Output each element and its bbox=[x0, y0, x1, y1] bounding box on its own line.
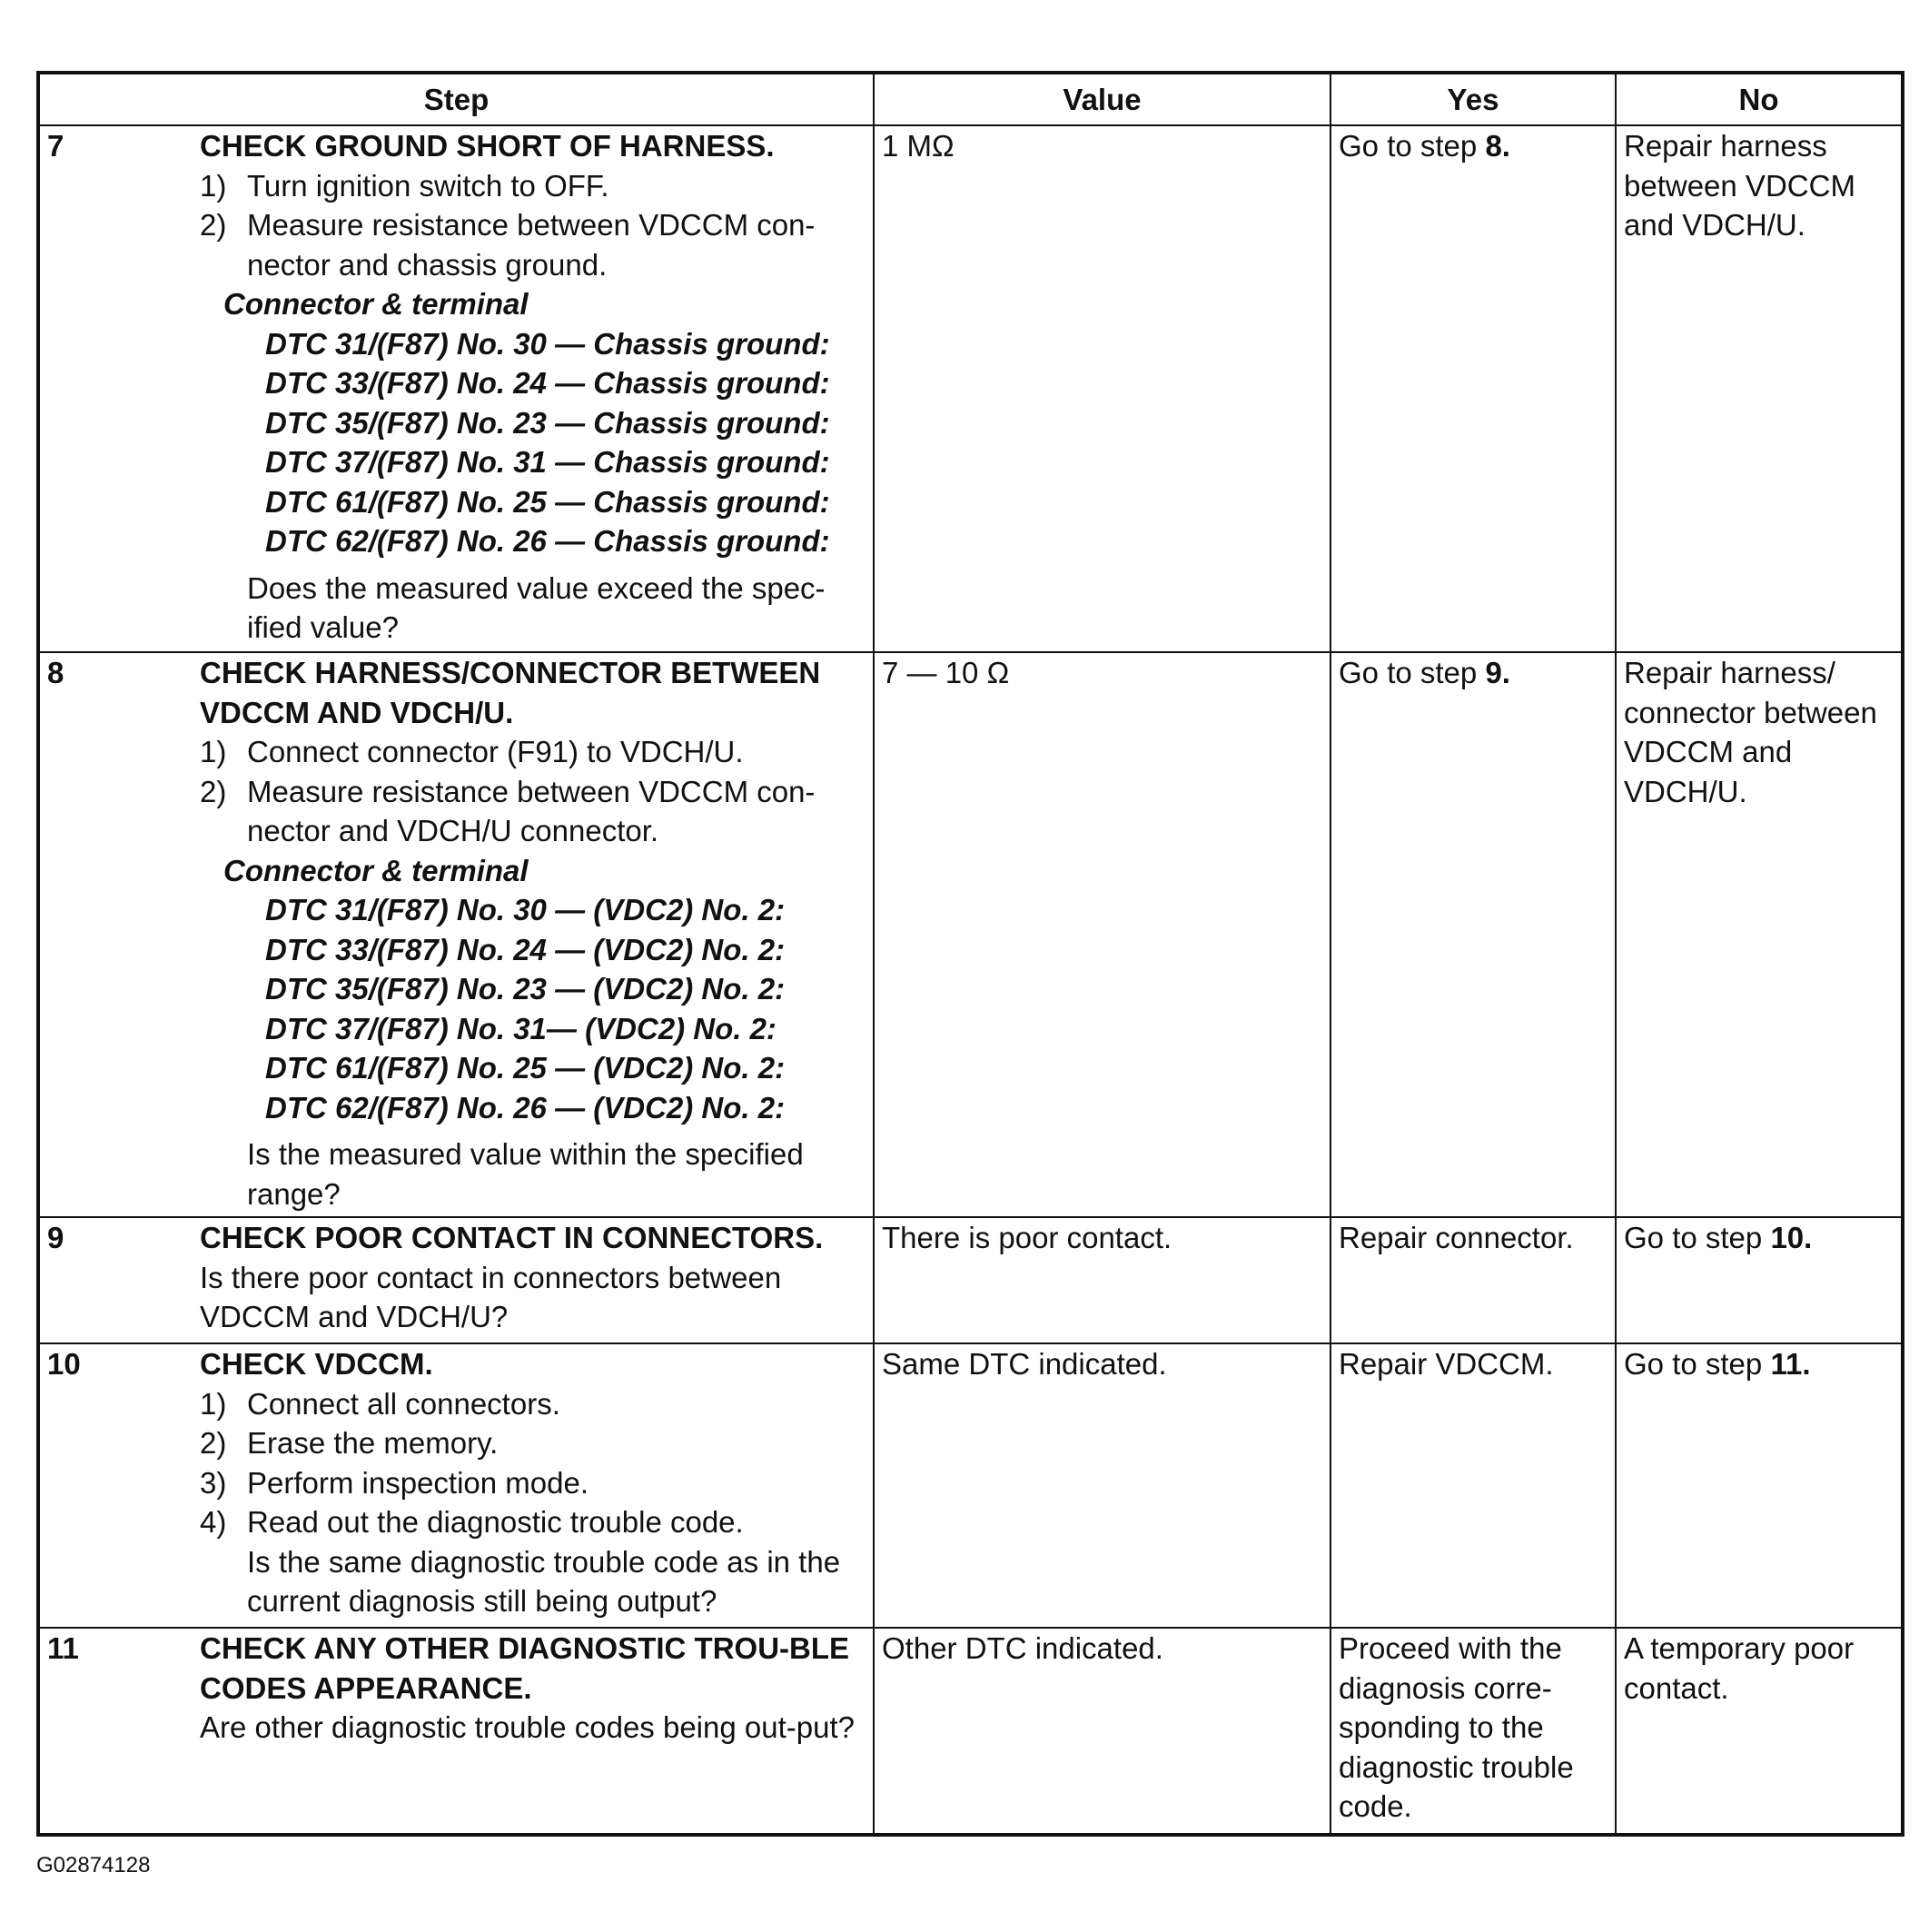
terminal-line: DTC 62/(F87) No. 26 — (VDC2) No. 2: bbox=[265, 1090, 786, 1125]
substep-item: 2) Measure resistance between VDCCM con-nector and chassis ground. bbox=[200, 208, 816, 282]
step-reference: 11. bbox=[1770, 1347, 1811, 1381]
table-row-step-10 bbox=[38, 1343, 1903, 1628]
diagnostic-table bbox=[36, 71, 1904, 1837]
value-cell: 1 MΩ bbox=[874, 125, 1331, 652]
substep-list bbox=[200, 732, 869, 851]
step-cell bbox=[38, 125, 874, 652]
step-number: 8 bbox=[47, 656, 64, 689]
step-question: Are other diagnostic trouble codes being out-put? bbox=[200, 1710, 855, 1744]
terminal-line: DTC 31/(F87) No. 30 — (VDC2) No. 2: bbox=[265, 893, 786, 926]
yes-cell: Go to step 8. bbox=[1331, 125, 1616, 652]
no-cell: Repair harness between VDCCM and VDCH/U. bbox=[1616, 125, 1903, 652]
substep-list bbox=[200, 1384, 869, 1542]
step-title: CHECK GROUND SHORT OF HARNESS. bbox=[200, 129, 775, 163]
table-row-step-8 bbox=[38, 652, 1903, 1217]
step-cell bbox=[38, 652, 874, 1217]
terminal-line: DTC 33/(F87) No. 24 — Chassis ground: bbox=[265, 366, 830, 400]
header-step: Step bbox=[38, 73, 874, 125]
terminal-line: DTC 31/(F87) No. 30 — Chassis ground: bbox=[265, 326, 830, 361]
terminal-line: DTC 35/(F87) No. 23 — (VDC2) No. 2: bbox=[265, 972, 786, 1006]
terminal-line: DTC 62/(F87) No. 26 — Chassis ground: bbox=[265, 524, 830, 558]
substep-item: 1) Connect connector (F91) to VDCH/U. bbox=[200, 735, 744, 768]
step-question: Is there poor contact in connectors between VDCCM and VDCH/U? bbox=[200, 1260, 782, 1333]
no-cell: A temporary poor contact. bbox=[1616, 1628, 1903, 1835]
connector-terminal-label: Connector & terminal bbox=[223, 287, 529, 321]
step-title: CHECK POOR CONTACT IN CONNECTORS. bbox=[200, 1221, 824, 1254]
yes-cell: Repair VDCCM. bbox=[1331, 1343, 1616, 1628]
step-number: 7 bbox=[47, 129, 64, 163]
step-number: 11 bbox=[47, 1631, 79, 1665]
substep-item: 2) Erase the memory. bbox=[200, 1426, 499, 1460]
value-cell: There is poor contact. bbox=[874, 1217, 1331, 1343]
step-cell bbox=[38, 1628, 874, 1835]
step-cell bbox=[38, 1343, 874, 1628]
figure-id: G02874128 bbox=[36, 1853, 151, 1878]
header-no: No bbox=[1616, 73, 1903, 125]
step-cell bbox=[38, 1217, 874, 1343]
terminal-line: DTC 35/(F87) No. 23 — Chassis ground: bbox=[265, 405, 830, 440]
terminal-line: DTC 37/(F87) No. 31— (VDC2) No. 2: bbox=[265, 1011, 777, 1045]
substep-item: 4) Read out the diagnostic trouble code. bbox=[200, 1505, 744, 1539]
step-title: CHECK ANY OTHER DIAGNOSTIC TROU-BLE CODES APPEARANCE. bbox=[200, 1631, 850, 1705]
terminal-line: DTC 33/(F87) No. 24 — (VDC2) No. 2: bbox=[265, 932, 786, 966]
yes-cell: Repair connector. bbox=[1331, 1217, 1616, 1343]
no-cell: Repair harness/ connector between VDCCM and VDCH/U. bbox=[1616, 652, 1903, 1217]
substep-list bbox=[200, 166, 869, 285]
connector-terminal-label: Connector & terminal bbox=[223, 853, 529, 887]
step-question: Is the measured value within the specified range? bbox=[247, 1137, 804, 1211]
table-row-step-11 bbox=[38, 1628, 1903, 1835]
value-cell: Other DTC indicated. bbox=[874, 1628, 1331, 1835]
terminal-line: DTC 61/(F87) No. 25 — (VDC2) No. 2: bbox=[265, 1051, 786, 1085]
substep-item: 2) Measure resistance between VDCCM con-nector and VDCH/U connector. bbox=[200, 774, 816, 847]
no-cell: Go to step 10. bbox=[1616, 1217, 1903, 1343]
step-question: Is the same diagnostic trouble code as in the current diagnosis still being output? bbox=[247, 1544, 841, 1618]
step-title: CHECK HARNESS/CONNECTOR BETWEEN VDCCM AND VDCH/U. bbox=[200, 656, 821, 729]
value-cell: Same DTC indicated. bbox=[874, 1343, 1331, 1628]
step-reference: 10. bbox=[1770, 1221, 1813, 1254]
terminal-line: DTC 37/(F87) No. 31 — Chassis ground: bbox=[265, 445, 830, 479]
no-cell: Go to step 11. bbox=[1616, 1343, 1903, 1628]
step-title: CHECK VDCCM. bbox=[200, 1347, 433, 1381]
header-yes: Yes bbox=[1331, 73, 1616, 125]
substep-item: 1) Connect all connectors. bbox=[200, 1386, 560, 1421]
yes-cell: Go to step 9. bbox=[1331, 652, 1616, 1217]
yes-cell: Proceed with the diagnosis corre-sponding to the diagnostic trouble code. bbox=[1331, 1628, 1616, 1835]
table-row-step-9 bbox=[38, 1217, 1903, 1343]
step-number: 9 bbox=[47, 1221, 64, 1254]
step-question: Does the measured value exceed the spec-ified value? bbox=[247, 570, 826, 644]
value-cell: 7 — 10 Ω bbox=[874, 652, 1331, 1217]
step-number: 10 bbox=[47, 1347, 81, 1381]
terminal-line: DTC 61/(F87) No. 25 — Chassis ground: bbox=[265, 484, 830, 519]
step-reference: 9. bbox=[1485, 656, 1510, 689]
step-reference: 8. bbox=[1485, 129, 1510, 163]
header-row bbox=[38, 73, 1903, 125]
substep-item: 1) Turn ignition switch to OFF. bbox=[200, 168, 609, 203]
substep-item: 3) Perform inspection mode. bbox=[200, 1465, 589, 1500]
header-value: Value bbox=[874, 73, 1331, 125]
table-row-step-7 bbox=[38, 125, 1903, 652]
